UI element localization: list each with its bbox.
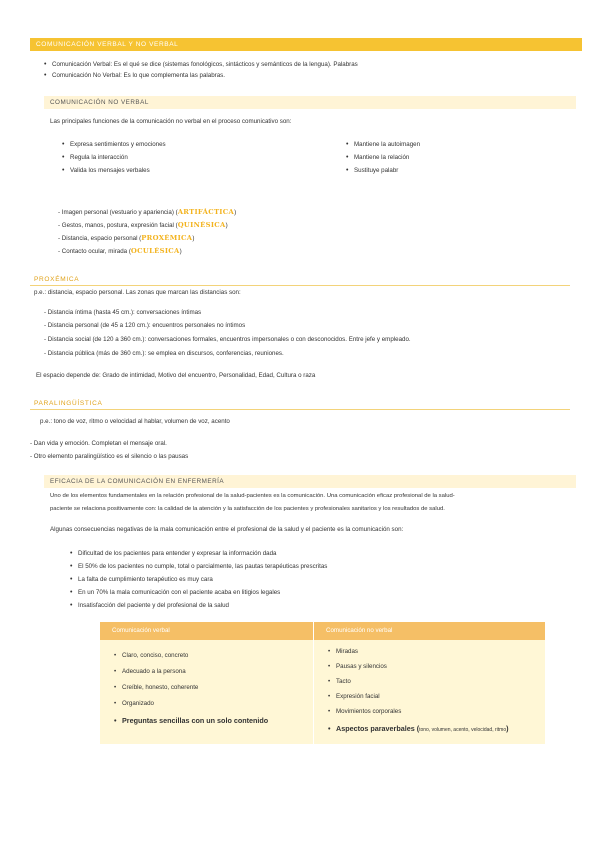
function-item: • Mantiene la relación <box>354 154 409 162</box>
table-cell-no-verbal <box>314 640 545 744</box>
type-text: - Distancia, espacio personal ( <box>58 235 142 242</box>
type-item-artifactica <box>58 208 236 217</box>
function-item: • Mantiene la autoimagen <box>354 141 420 149</box>
table-item: • Pausas y silencios <box>336 663 387 670</box>
table-header-no-verbal-text: Comunicación no verbal <box>326 627 393 634</box>
eficacia-consequences-intro: Algunas consecuencias negativas de la mala comunicación entre el profesional de la salud y el paciente es la comunicación son: <box>50 526 404 533</box>
paraverbales-detail: tono, volumen, acento, velocidad, ritmo <box>419 727 507 733</box>
paralinguistica-item: - Dan vida y emoción. Completan el mensaje oral. <box>30 440 167 447</box>
section-header-verbal-text: COMUNICACIÓN VERBAL Y NO VERBAL <box>36 41 179 48</box>
consequence-item: • Insatisfacción del paciente y del profesional de la salud <box>78 602 229 610</box>
paralinguistica-intro: p.e.: tono de voz, ritmo o velocidad al hablar, volumen de voz, acento <box>40 418 230 425</box>
type-text: - Imagen personal (vestuario y apariencia) ( <box>58 209 178 216</box>
type-item-proxemica <box>58 234 194 243</box>
consequence-item: • Dificultad de los pacientes para entender y expresar la información dada <box>78 550 276 558</box>
table-item: • Expresión facial <box>336 693 380 700</box>
paraverbales-close: ) <box>506 724 509 733</box>
proxemica-item: - Distancia íntima (hasta 45 cm.): conversaciones íntimas <box>44 309 202 316</box>
type-tag: PROXÉMICA <box>141 234 193 242</box>
eficacia-paragraph-line2: paciente se relaciona positivamente con: la calidad de la atención y la satisfacción de los pacientes y profesionales sanitarios y los resultados de salud. <box>50 506 445 512</box>
table-item: • Creíble, honesto, coherente <box>122 684 198 691</box>
consequence-item: • La falta de cumplimiento terapéutico es muy cara <box>78 576 213 584</box>
type-close: ) <box>192 235 195 242</box>
table-item: • Movimientos corporales <box>336 708 401 715</box>
consequence-item: • El 50% de los pacientes no cumple, total o parcialmente, las pautas terapéuticas prescritas <box>78 563 327 571</box>
proxemica-item: - Distancia personal (de 45 a 120 cm.): encuentros personales no íntimos <box>44 322 246 329</box>
section-header-eficacia <box>44 475 576 488</box>
paralinguistica-divider <box>30 409 570 410</box>
bullet-no-verbal: • Comunicación No Verbal: Es lo que complementa las palabras. <box>52 72 225 80</box>
section-header-no-verbal <box>44 96 576 109</box>
proxemica-item: - Distancia social (de 120 a 360 cm.): conversaciones formales, encuentros impersonales o con desconocidos. Entre jefe y empleado. <box>44 336 411 343</box>
proxemica-footer: El espacio depende de: Grado de intimidad, Motivo del encuentro, Personalidad, Edad, Cultura o raza <box>36 372 316 379</box>
section-header-verbal <box>30 38 582 51</box>
proxemica-intro: p.e.: distancia, espacio personal. Las zonas que marcan las distancias son: <box>34 289 241 296</box>
function-item: • Expresa sentimientos y emociones <box>70 141 166 149</box>
no-verbal-intro: Las principales funciones de la comunicación no verbal en el proceso comunicativo son: <box>50 118 292 125</box>
bullet-verbal: • Comunicación Verbal: Es el qué se dice (sistemas fonológicos, sintácticos y semánticos de la lengua). Palabras <box>52 61 358 69</box>
type-item-oculesica <box>58 247 182 256</box>
function-item: • Sustituye palabr <box>354 167 398 175</box>
table-item: • Tacto <box>336 678 351 685</box>
table-header-verbal <box>100 622 313 640</box>
type-close: ) <box>179 248 182 255</box>
table-cell-verbal <box>100 640 313 744</box>
type-text: - Gestos, manos, postura, expresión facial ( <box>58 222 178 229</box>
function-item: • Valida los mensajes verbales <box>70 167 150 175</box>
paraverbales-label: Aspectos paraverbales ( <box>336 724 420 733</box>
section-header-eficacia-text: EFICACIA DE LA COMUNICACIÓN EN ENFERMERÍA <box>50 478 225 485</box>
table-item: • Adecuado a la persona <box>122 668 186 675</box>
type-tag: ARTIFÁCTICA <box>177 208 235 216</box>
comparison-table <box>100 622 545 744</box>
proxemica-item: - Distancia pública (más de 360 cm.): se emplea en discursos, conferencias, reuniones. <box>44 350 284 357</box>
consequence-item: • En un 70% la mala comunicación con el paciente acaba en litigios legales <box>78 589 280 597</box>
paralinguistica-title: PARALINGÜÍSTICA <box>34 400 103 407</box>
type-tag: OCULÉSICA <box>130 247 180 255</box>
proxemica-divider <box>30 285 570 286</box>
function-item: • Regula la interacción <box>70 154 128 162</box>
table-header-no-verbal <box>314 622 545 640</box>
table-header-verbal-text: Comunicación verbal <box>112 627 170 634</box>
section-header-no-verbal-text: COMUNICACIÓN NO VERBAL <box>50 99 149 106</box>
type-close: ) <box>234 209 237 216</box>
table-item-paraverbales <box>336 724 509 733</box>
type-item-quinesica <box>58 221 228 230</box>
proxemica-title: PROXÉMICA <box>34 276 80 283</box>
table-item: • Claro, conciso, concreto <box>122 652 188 659</box>
paralinguistica-item: - Otro elemento paralingüístico es el silencio o las pausas <box>30 453 189 460</box>
type-close: ) <box>225 222 228 229</box>
type-text: - Contacto ocular, mirada ( <box>58 248 131 255</box>
table-item: • Organizado <box>122 700 154 707</box>
table-item: • Preguntas sencillas con un solo contenido <box>122 716 268 725</box>
type-tag: QUINÉSICA <box>177 221 226 229</box>
table-item: • Miradas <box>336 648 358 655</box>
eficacia-paragraph-line1: Uno de los elementos fundamentales en la relación profesional de la salud-pacientes es la comunicación. Una comunicación eficaz profesional de la salud- <box>50 493 455 499</box>
